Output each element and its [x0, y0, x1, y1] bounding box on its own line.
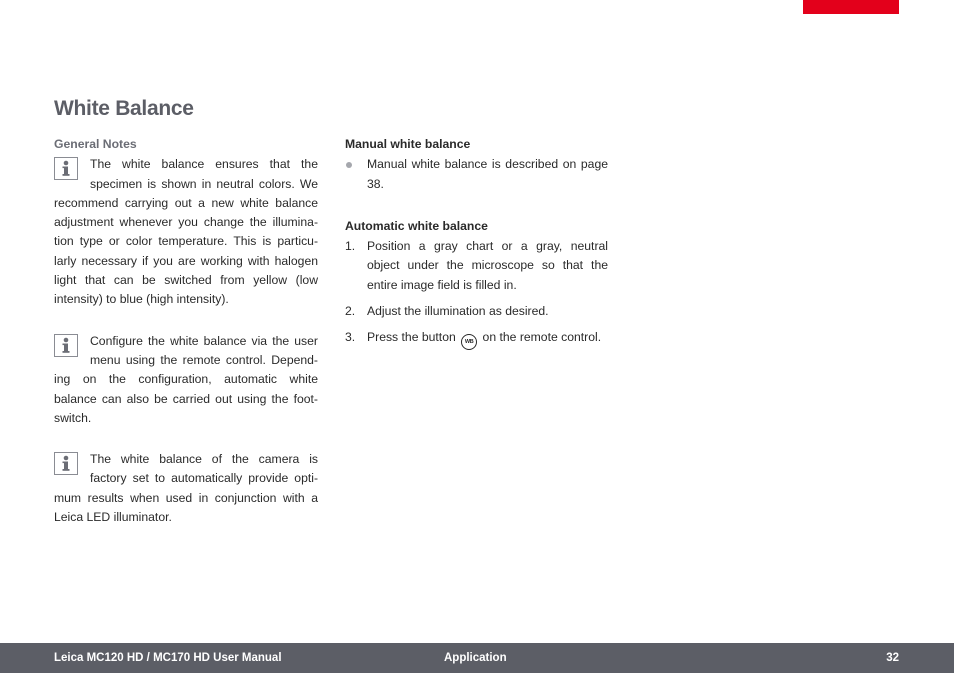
white-balance-procedure-column	[345, 135, 608, 357]
step-number: 1.	[345, 239, 356, 254]
footer-section: Application	[444, 652, 507, 664]
page-title: White Balance	[54, 97, 194, 120]
footer-page-number: 32	[886, 652, 899, 664]
info-icon	[54, 452, 78, 475]
footer-manual-title: Leica MC120 HD / MC170 HD User Manual	[54, 652, 282, 664]
list-item	[345, 155, 608, 194]
step-text-after: on the remote control.	[482, 330, 602, 345]
general-notes-heading: General Notes	[54, 137, 137, 151]
note-text-2: Configure the white balance via the user menu using the remote control. Depend-ing on the configuration, automatic white balance can also be carried out using the foot-switch.	[54, 333, 318, 425]
note-text-3: The white balance of the camera is factory set to automatically provide opti-mum results when used in conjunction with a Leica LED illuminator.	[54, 452, 318, 525]
list-item	[345, 237, 608, 295]
page-footer	[0, 643, 954, 673]
step-number: 3.	[345, 330, 356, 345]
list-item	[345, 328, 608, 350]
step-text-before: Press the button	[367, 330, 456, 345]
note-text-1: The white balance ensures that the specimen is shown in neutral colors. We recommend carrying out a new white balance adjustment whenever you change the illumina-tion type or color temperature. This is particu-larly necessary if you are working with halogen light that can be switched from yellow (low intensity) to blue (high intensity).	[54, 157, 318, 307]
note-block-2	[54, 332, 318, 428]
general-notes-column	[54, 135, 318, 549]
note-block-3	[54, 450, 318, 527]
step-text: Adjust the illumination as desired.	[367, 304, 549, 319]
red-header-tab	[803, 0, 899, 14]
list-item	[345, 302, 608, 321]
automatic-white-balance-heading: Automatic white balance	[345, 218, 488, 233]
manual-bullet-text: Manual white balance is described on page 38.	[367, 157, 608, 191]
bullet-dot-icon	[346, 162, 352, 168]
step-number: 2.	[345, 304, 356, 319]
info-icon	[54, 334, 78, 357]
step-text: Position a gray chart or a gray, neutral object under the microscope so that the entire image field is filled in.	[367, 239, 608, 292]
manual-bullet-list	[345, 155, 608, 194]
automatic-steps-list	[345, 237, 608, 350]
note-block-1	[54, 155, 318, 309]
info-icon	[54, 157, 78, 180]
manual-white-balance-heading: Manual white balance	[345, 137, 471, 151]
wb-button-icon: WB	[461, 334, 477, 350]
